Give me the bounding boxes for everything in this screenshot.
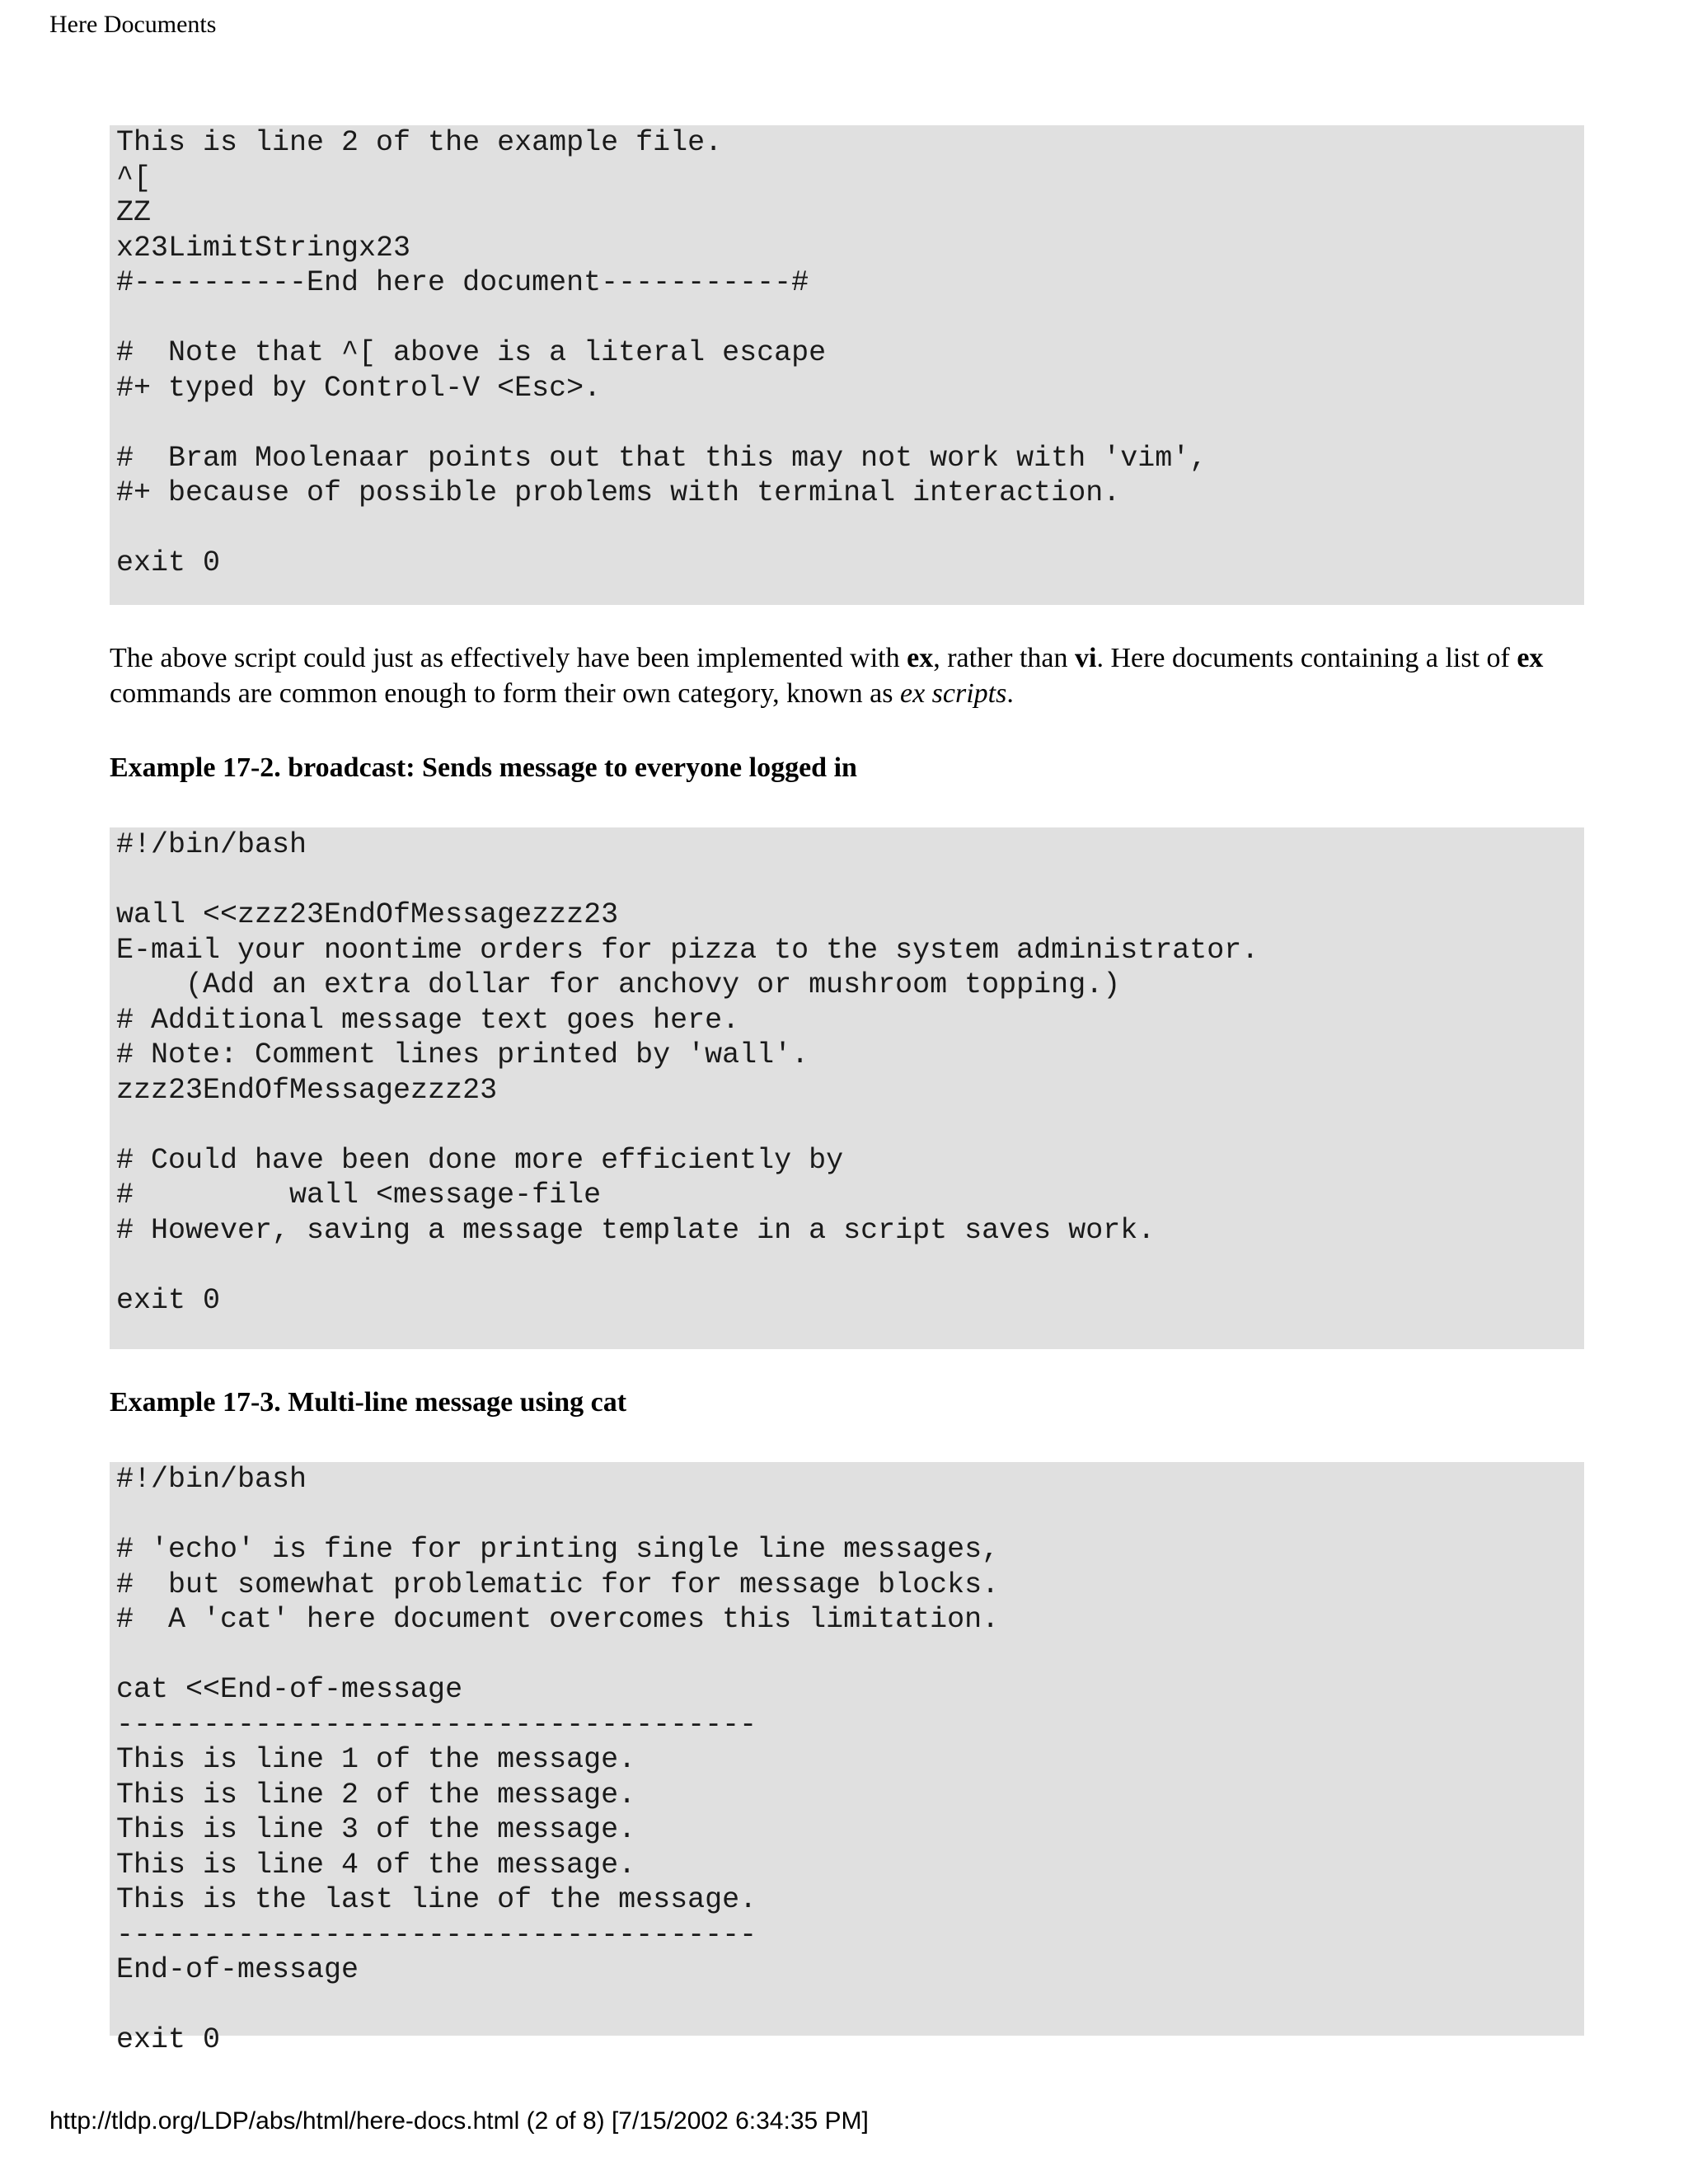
paragraph-text-2: , rather than <box>933 643 1076 673</box>
body-paragraph <box>110 640 1593 711</box>
page-header-title: Here Documents <box>49 11 217 38</box>
code-block-2 <box>110 827 1584 1349</box>
paragraph-vi: vi <box>1075 643 1097 673</box>
paragraph-ex-2: ex <box>1517 643 1544 673</box>
example-3-title: Example 17-3. Multi-line message using cat <box>110 1387 627 1418</box>
paragraph-text-4: commands are common enough to form their own category, known as <box>110 678 900 709</box>
paragraph-text-3: . Here documents containing a list of <box>1096 643 1517 673</box>
paragraph-ex-scripts: ex scripts <box>900 678 1007 709</box>
page-footer-url: http://tldp.org/LDP/abs/html/here-docs.html (2 of 8) [7/15/2002 6:34:35 PM] <box>49 2107 869 2135</box>
paragraph-text-5: . <box>1006 678 1014 709</box>
code-block-1 <box>110 125 1584 605</box>
code-block-3-text: #!/bin/bash # 'echo' is fine for printing single line messages, # but somewhat problematic for for message blocks. # A 'cat' here document overcomes this limitation. cat <<End-of-message ------------------------------------- This is line 1 of the message. This is line 2 of the message. This is line 3 of the message. This is line 4 of the message. This is the last line of the message. ------------------------------------- End-of-message exit 0 <box>116 1463 1000 2056</box>
example-2-title: Example 17-2. broadcast: Sends message to everyone logged in <box>110 752 857 783</box>
code-block-2-text: #!/bin/bash wall <<zzz23EndOfMessagezzz23 E-mail your noontime orders for pizza to the system administrator. (Add an extra dollar for anchovy or mushroom topping.) # Additional message text goes here. # Note: Comment lines printed by 'wall'. zzz23EndOfMessagezzz23 # Could have been done more efficiently by # wall <message-file # However, saving a message template in a script saves work. exit 0 <box>116 828 1259 1317</box>
paragraph-ex-1: ex <box>907 643 934 673</box>
paragraph-text-1: The above script could just as effectively have been implemented with <box>110 643 907 673</box>
code-block-1-text: This is line 2 of the example file. ^[ ZZ x23LimitStringx23 #----------End here document-----------# # Note that ^[ above is a literal escape #+ typed by Control-V <Esc>. # Bram Moolenaar points out that this may not work with 'vim', #+ because of possible problems with terminal interaction. exit 0 <box>116 126 1207 579</box>
code-block-3 <box>110 1462 1584 2056</box>
